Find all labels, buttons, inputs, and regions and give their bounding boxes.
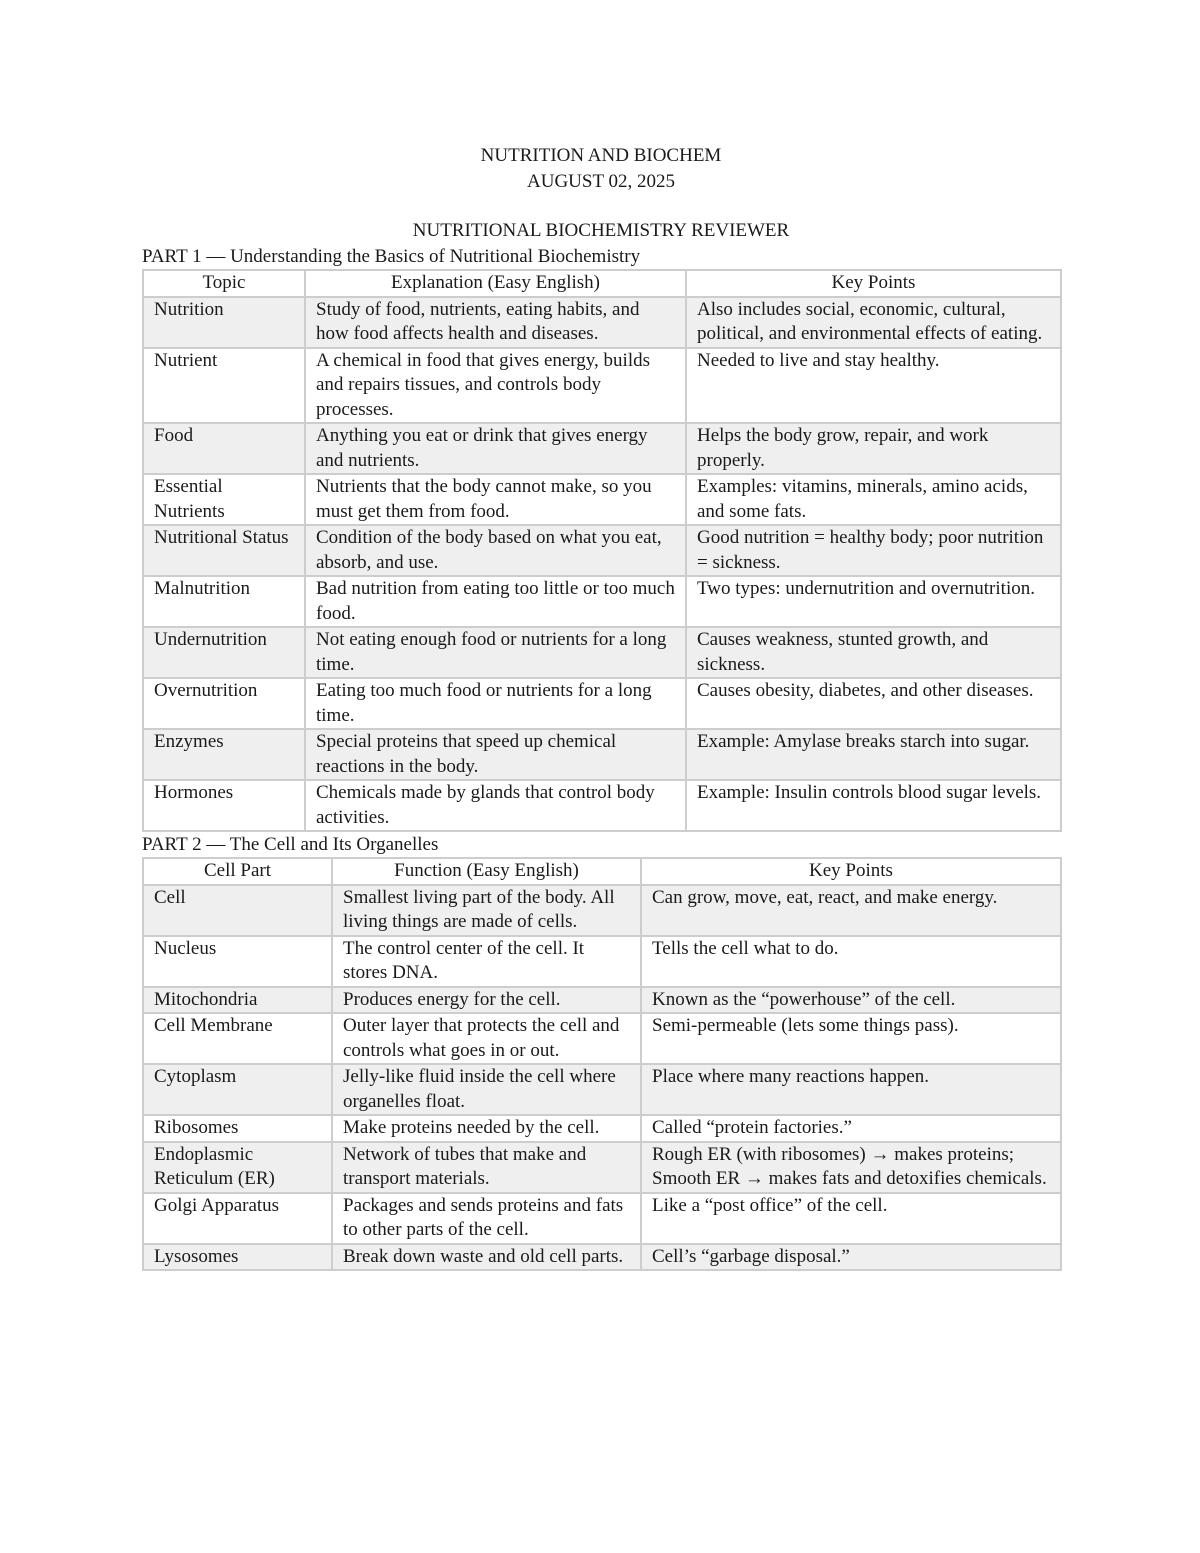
topic-cell: Undernutrition xyxy=(143,627,305,678)
key-points-cell: Can grow, move, eat, react, and make energy. xyxy=(641,885,1061,936)
topic-cell: Overnutrition xyxy=(143,678,305,729)
table-row xyxy=(143,780,1061,831)
function-cell: Produces energy for the cell. xyxy=(332,987,641,1014)
explanation-cell: Chemicals made by glands that control body activities. xyxy=(305,780,686,831)
table-row xyxy=(143,1064,1061,1115)
table-row xyxy=(143,1013,1061,1064)
key-points-cell: Two types: undernutrition and overnutrition. xyxy=(686,576,1061,627)
part1-heading: PART 1 — Understanding the Basics of Nutritional Biochemistry xyxy=(142,246,641,267)
table-header-row xyxy=(143,270,1061,297)
topic-cell: Nutritional Status xyxy=(143,525,305,576)
function-cell: Jelly-like fluid inside the cell where organelles float. xyxy=(332,1064,641,1115)
table-row xyxy=(143,678,1061,729)
cell-part-cell: Ribosomes xyxy=(143,1115,332,1142)
key-points-cell: Known as the “powerhouse” of the cell. xyxy=(641,987,1061,1014)
key-points-cell: Also includes social, economic, cultural, political, and environmental effects of eating. xyxy=(686,297,1061,348)
cell-part-cell: Lysosomes xyxy=(143,1244,332,1271)
topic-cell: Food xyxy=(143,423,305,474)
document-page xyxy=(142,143,1060,1271)
column-header-topic: Topic xyxy=(143,270,305,297)
cell-part-cell: Cell xyxy=(143,885,332,936)
cell-part-cell: Mitochondria xyxy=(143,987,332,1014)
table-row xyxy=(143,423,1061,474)
table-row xyxy=(143,1142,1061,1193)
key-points-cell: Causes weakness, stunted growth, and sickness. xyxy=(686,627,1061,678)
key-points-cell: Example: Amylase breaks starch into sugar. xyxy=(686,729,1061,780)
key-points-cell: Tells the cell what to do. xyxy=(641,936,1061,987)
function-cell: Break down waste and old cell parts. xyxy=(332,1244,641,1271)
key-points-cell: Cell’s “garbage disposal.” xyxy=(641,1244,1061,1271)
key-points-cell: Good nutrition = healthy body; poor nutrition = sickness. xyxy=(686,525,1061,576)
table-row xyxy=(143,297,1061,348)
explanation-cell: Not eating enough food or nutrients for a long time. xyxy=(305,627,686,678)
table-header-row xyxy=(143,858,1061,885)
part2-table xyxy=(142,857,1062,1271)
part1-table xyxy=(142,269,1062,832)
part2-heading: PART 2 — The Cell and Its Organelles xyxy=(142,834,439,855)
function-cell: Make proteins needed by the cell. xyxy=(332,1115,641,1142)
table-row xyxy=(143,525,1061,576)
explanation-cell: Special proteins that speed up chemical reactions in the body. xyxy=(305,729,686,780)
table-row xyxy=(143,627,1061,678)
table-row xyxy=(143,1115,1061,1142)
explanation-cell: A chemical in food that gives energy, builds and repairs tissues, and controls body processes. xyxy=(305,348,686,424)
topic-cell: Nutrient xyxy=(143,348,305,424)
document-title: NUTRITIONAL BIOCHEMISTRY REVIEWER xyxy=(412,220,790,241)
column-header-function: Function (Easy English) xyxy=(332,858,641,885)
table-row xyxy=(143,936,1061,987)
spacer xyxy=(142,195,1060,218)
key-points-cell: Examples: vitamins, minerals, amino acids, and some fats. xyxy=(686,474,1061,525)
explanation-cell: Eating too much food or nutrients for a long time. xyxy=(305,678,686,729)
topic-cell: Malnutrition xyxy=(143,576,305,627)
cell-part-cell: Golgi Apparatus xyxy=(143,1193,332,1244)
function-cell: Outer layer that protects the cell and controls what goes in or out. xyxy=(332,1013,641,1064)
column-header-explanation: Explanation (Easy English) xyxy=(305,270,686,297)
table-row xyxy=(143,987,1061,1014)
explanation-cell: Study of food, nutrients, eating habits, and how food affects health and diseases. xyxy=(305,297,686,348)
explanation-cell: Condition of the body based on what you eat, absorb, and use. xyxy=(305,525,686,576)
explanation-cell: Nutrients that the body cannot make, so you must get them from food. xyxy=(305,474,686,525)
function-cell: Packages and sends proteins and fats to other parts of the cell. xyxy=(332,1193,641,1244)
table-row xyxy=(143,1244,1061,1271)
table-row xyxy=(143,576,1061,627)
table-row xyxy=(143,474,1061,525)
key-points-cell: Like a “post office” of the cell. xyxy=(641,1193,1061,1244)
key-points-cell: Place where many reactions happen. xyxy=(641,1064,1061,1115)
key-points-cell: Helps the body grow, repair, and work properly. xyxy=(686,423,1061,474)
cell-part-cell: Cytoplasm xyxy=(143,1064,332,1115)
column-header-cell-part: Cell Part xyxy=(143,858,332,885)
function-cell: Network of tubes that make and transport materials. xyxy=(332,1142,641,1193)
key-points-cell: Example: Insulin controls blood sugar levels. xyxy=(686,780,1061,831)
topic-cell: Essential Nutrients xyxy=(143,474,305,525)
explanation-cell: Anything you eat or drink that gives energy and nutrients. xyxy=(305,423,686,474)
function-cell: Smallest living part of the body. All living things are made of cells. xyxy=(332,885,641,936)
course-title: NUTRITION AND BIOCHEM xyxy=(480,145,722,166)
column-header-key-points: Key Points xyxy=(686,270,1061,297)
key-points-cell: Semi-permeable (lets some things pass). xyxy=(641,1013,1061,1064)
key-points-cell: Needed to live and stay healthy. xyxy=(686,348,1061,424)
topic-cell: Hormones xyxy=(143,780,305,831)
cell-part-cell: Cell Membrane xyxy=(143,1013,332,1064)
table-row xyxy=(143,348,1061,424)
topic-cell: Enzymes xyxy=(143,729,305,780)
key-points-cell: Causes obesity, diabetes, and other diseases. xyxy=(686,678,1061,729)
explanation-cell: Bad nutrition from eating too little or too much food. xyxy=(305,576,686,627)
topic-cell: Nutrition xyxy=(143,297,305,348)
table-row xyxy=(143,885,1061,936)
table-row xyxy=(143,729,1061,780)
function-cell: The control center of the cell. It stores DNA. xyxy=(332,936,641,987)
cell-part-cell: Nucleus xyxy=(143,936,332,987)
key-points-cell: Called “protein factories.” xyxy=(641,1115,1061,1142)
cell-part-cell: Endoplasmic Reticulum (ER) xyxy=(143,1142,332,1193)
key-points-cell: Rough ER (with ribosomes) → makes proteins; Smooth ER → makes fats and detoxifies chemicals. xyxy=(641,1142,1061,1193)
column-header-key-points: Key Points xyxy=(641,858,1061,885)
table-row xyxy=(143,1193,1061,1244)
document-date: AUGUST 02, 2025 xyxy=(527,171,675,192)
